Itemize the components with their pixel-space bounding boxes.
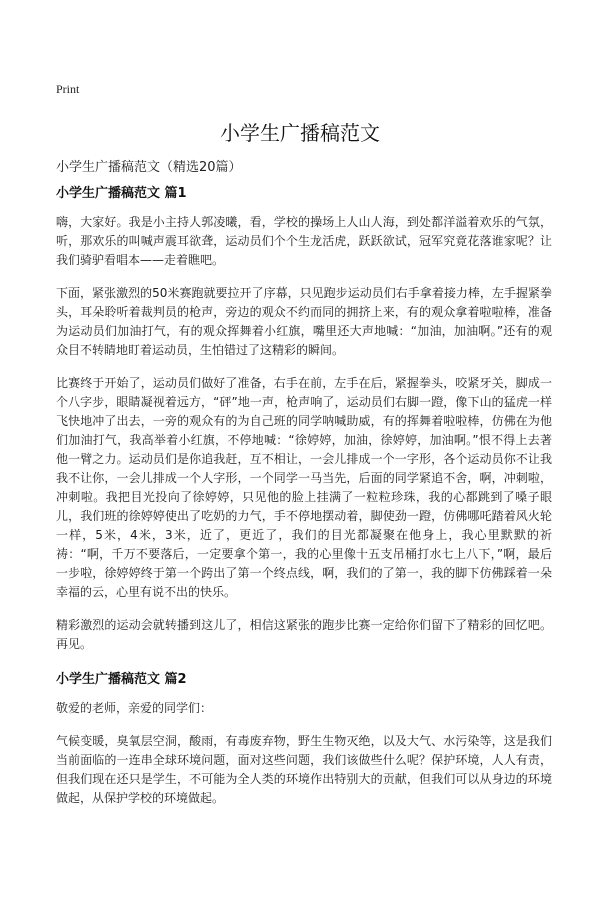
subtitle: 小学生广播稿范文（精选20篇） xyxy=(56,160,242,175)
section-1 xyxy=(56,182,552,654)
print-label[interactable]: Print xyxy=(56,82,80,96)
paragraph: 精彩激烈的运动会就转播到这儿了，相信这紧张的跑步比赛一定给你们留下了精彩的回忆吧。再见。 xyxy=(56,618,552,651)
paragraph: 比赛终于开始了，运动员们做好了准备，右手在前，左手在后，紧握拳头，咬紧牙关，脚成一个八字步，眼睛凝视着远方，“砰”地一声，枪声响了，运动员们右脚一蹬，像下山的猛虎一样飞快地冲了出去，一旁的观众有的为自己班的同学呐喊助威，有的挥舞着啦啦棒，仿佛在为他们加油打气，我高举着小红旗，不停地喊：“徐婷婷，加油，徐婷婷，加油啊。”恨不得上去著他一臂之力。运动员们是你追我赶，互不相让，一会儿排成一个一字形，各个运动员你不让我我不让你，一会儿排成一个人字形，一个同学一马当先，后面的同学紧追不舍，啊，冲刺啦，冲刺啦。我把目光投向了徐婷婷，只见他的脸上挂满了一粒粒珍珠，我的心都跳到了嗓子眼儿，我们班的徐婷婷使出了吃奶的力气，手不停地摆动着，脚使劲一蹬，仿佛哪吒踏着风火轮一样，5米，4米，3米，近了，更近了，我们的目光都凝聚在他身上，我心里默默的祈祷：“啊，千万不要落后，一定要拿个第一，我的心里像十五支吊桶打水七上八下，”啊，最后一步啦，徐婷婷终于第一个跨出了第一个终点线，啊，我们的了第一，我的脚下仿佛踩着一朵幸福的云，心里有说不出的快乐。 xyxy=(56,376,552,599)
section-heading: 小学生广播稿范文 篇2 xyxy=(56,672,187,687)
section-heading: 小学生广播稿范文 篇1 xyxy=(56,186,187,201)
paragraph: 敬爱的老师，亲爱的同学们： xyxy=(56,701,213,715)
paragraph: 下面，紧张激烈的50米赛跑就要拉开了序幕，只见跑步运动员们右手拿着接力棒，左手握紧拳头，耳朵聆听着裁判员的枪声，旁边的观众不约而同的拥挤上来，有的观众拿着啦啦棒，准备为运动员们加油打气，有的观众挥舞着小红旗，嘴里还大声地喊：“加油，加油啊。”还有的观众目不转睛地盯着运动员，生怕错过了这精彩的瞬间。 xyxy=(56,286,552,357)
section-2 xyxy=(56,668,552,808)
page-title: 小学生广播稿范文 xyxy=(220,121,380,145)
paragraph: 嗨，大家好。我是小主持人郭凌曦，看，学校的操场上人山人海，到处都洋溢着欢乐的气氛，听，那欢乐的叫喊声震耳欲聋，运动员们个个生龙活虎，跃跃欲试，冠军究竟花落谁家呢？让我们骑驴看唱本——走着瞧吧。 xyxy=(56,215,552,267)
article-body xyxy=(56,182,552,822)
paragraph: 气候变暖，臭氧层空洞，酸雨，有毒废弃物，野生生物灭绝，以及大气、水污染等，这是我们当前面临的一连串全球环境问题，面对这些问题，我们该做些什么呢？保护环境，人人有责，但我们现在还只是学生，不可能为全人类的环境作出特别大的贡献，但我们可以从身边的环境做起，从保护学校的环境做起。 xyxy=(56,734,552,805)
